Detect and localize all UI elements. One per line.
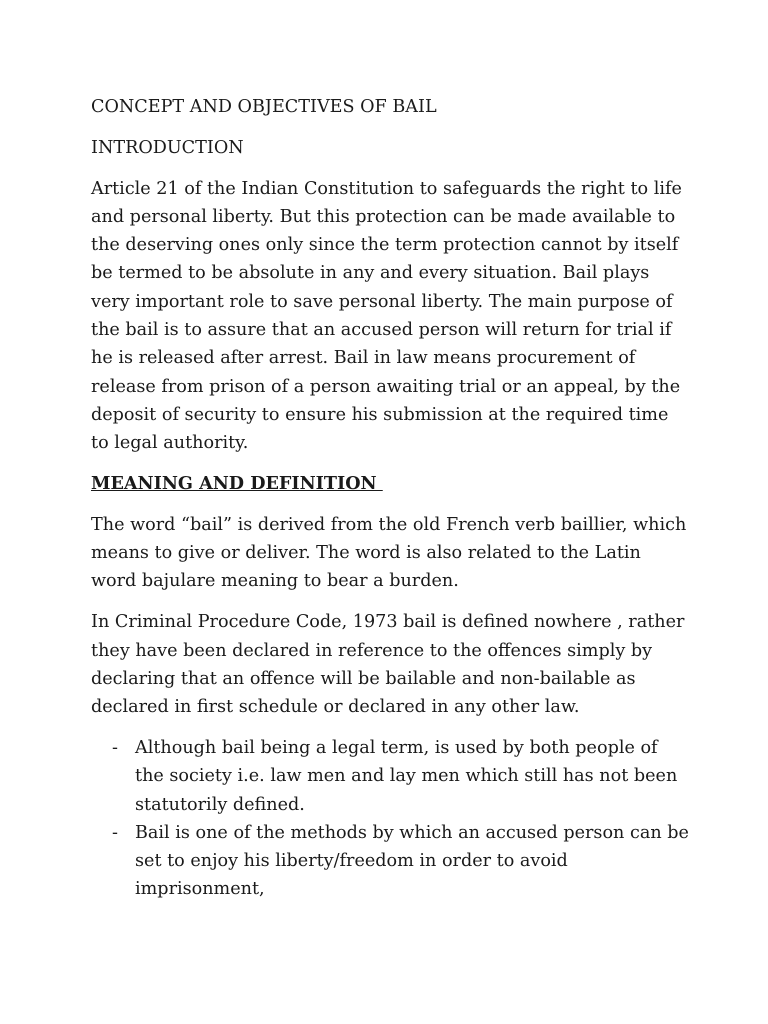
list-item — [91, 734, 691, 819]
list-dash-marker: - — [112, 737, 118, 758]
meaning-heading-line — [91, 470, 691, 498]
list-item — [91, 819, 691, 904]
document-body — [91, 93, 691, 904]
meaning-paragraph-2: In Criminal Procedure Code, 1973 bail is defined nowhere , rather they have been declared in reference to the offences simply by declaring that an offence will be bailable and non-bailable as declared in first schedule or declared in any other law. — [91, 612, 685, 718]
introduction-paragraph: Article 21 of the Indian Constitution to safeguards the right to life and personal liberty. But this protection can be made available to the deserving ones only since the term protection cannot by itself be termed to be absolute in any and every situation. Bail plays very important role to save personal liberty. The main purpose of the bail is to assure that an accused person will return for trial if he is released after arrest. Bail in law means procurement of release from prison of a person awaiting trial or an appeal, by the deposit of security to ensure his submission at the required time to legal authority. — [91, 178, 682, 454]
list-dash-marker: - — [112, 822, 118, 843]
list-item-text: Although bail being a legal term, is used by both people of the society i.e. law men and lay men which still has not been statutorily defined. — [135, 737, 678, 815]
list-item-text: Bail is one of the methods by which an accused person can be set to enjoy his liberty/freedom in order to avoid imprisonment, — [135, 822, 689, 900]
meaning-paragraph-1: The word “bail” is derived from the old French verb baillier, which means to give or deliver. The word is also related to the Latin word bajulare meaning to bear a burden. — [91, 514, 687, 592]
bullet-list — [91, 734, 691, 904]
introduction-heading: INTRODUCTION — [91, 137, 244, 158]
meaning-heading: MEANING AND DEFINITION — [91, 473, 383, 495]
document-title: CONCEPT AND OBJECTIVES OF BAIL — [91, 97, 437, 117]
